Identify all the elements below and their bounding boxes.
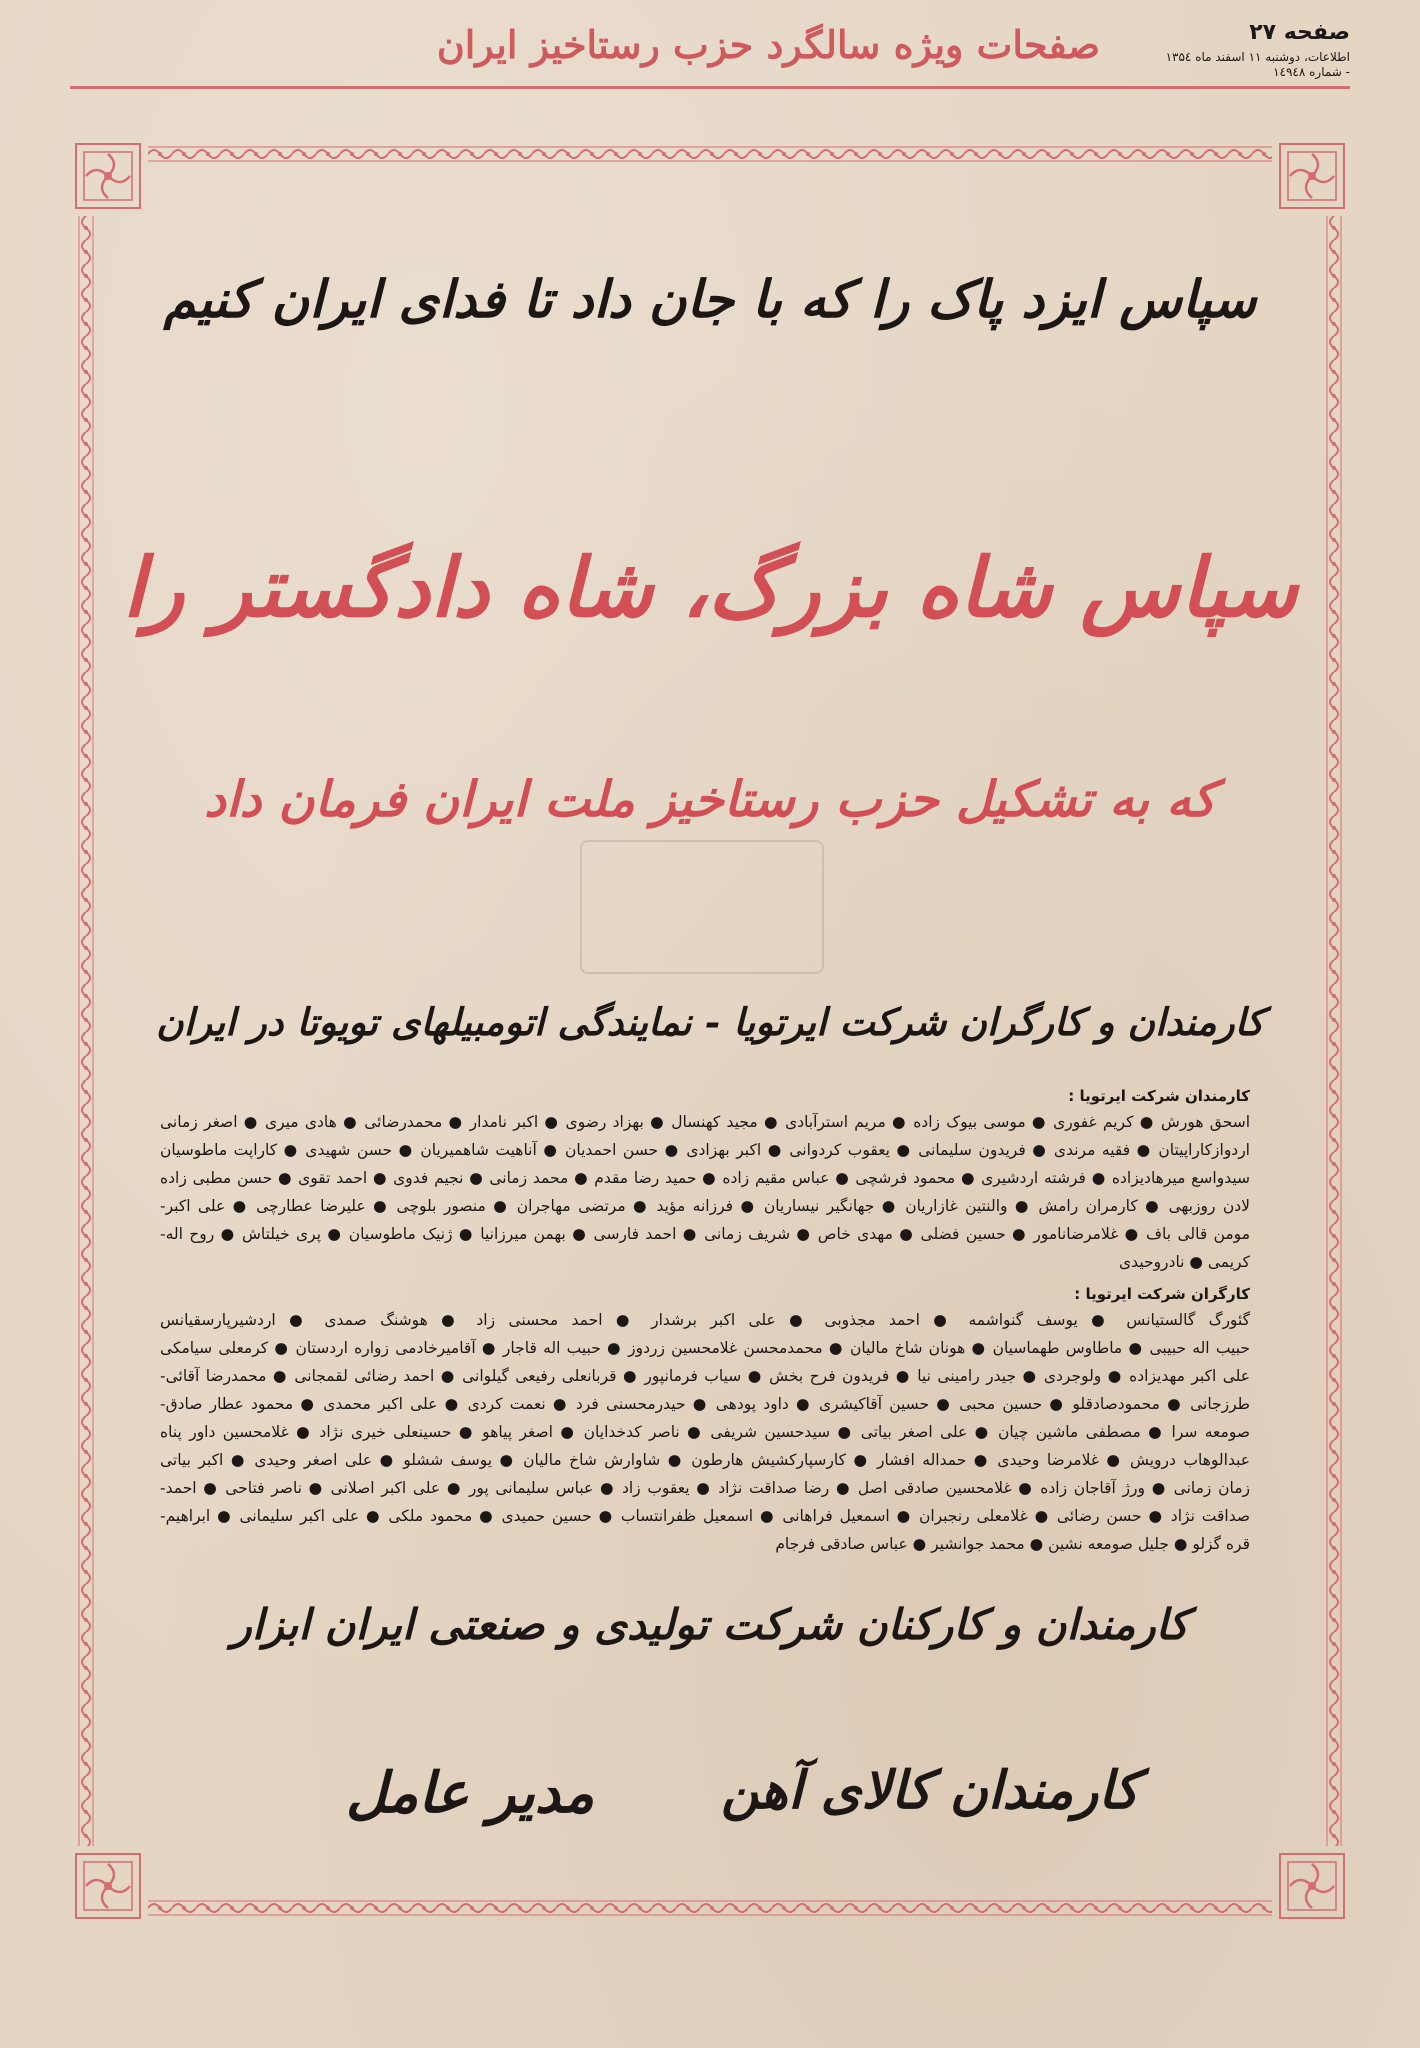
frame-border-bottom: [148, 1900, 1272, 1916]
list-item: قره گزلو ● جلیل صومعه نشین ● محمد جوانشیر ● عباس صادقی فرجام: [775, 1535, 1250, 1553]
page-header: [70, 14, 1350, 84]
frame-border-left: [78, 216, 94, 1846]
issue-info: اطلاعات، دوشنبه ۱۱ اسفند ماه ۱۳۵٤ - شماره ۱٤۹٤۸: [1165, 50, 1350, 79]
list-item: صومعه سرا ● مصطفی ماشین چیان ● علی اصغر بیاتی ● سیدحسین شریفی ● ناصر کدخدایان ● اصغر پیاهو ● حسینعلی خیری نژاد ● غلامحسین داور پناه: [160, 1423, 1250, 1441]
corner-ornament-icon: [68, 1846, 148, 1926]
footer-kalaye-ahan: کارمندان کالای آهن: [721, 1760, 1139, 1821]
header-divider: [70, 86, 1350, 89]
list-item: کریمی ● نادروحیدی: [1119, 1253, 1250, 1271]
list-item: زمان زمانی ● ورژ آقاجان زاده ● غلامحسین صادقی اصل ● رضا صداقت نژاد ● یعقوب زاد ● عباس سلیمانی پور ● علی اکبر اصلانی ● ناصر فتاحی ● احمد-: [160, 1479, 1250, 1497]
workers-section-label: کارگران شرکت ایرتویا :: [1074, 1285, 1250, 1303]
headline-thanks-god: سپاس ایزد پاک را که با جان داد تا فدای ایران کنیم: [163, 270, 1257, 330]
list-item: عبدالوهاب درویش ● غلامرضا وحیدی ● حمداله افشار ● کارسپارکشیش هارطون ● شاوارش شاخ مالیان ● یوسف ششلو ● علی اصغر وحیدی ● اکبر بیاتی: [160, 1451, 1250, 1469]
footer-managing-director: مدیر عامل: [345, 1760, 595, 1826]
show-through-stamp: [580, 840, 824, 974]
corner-ornament-icon: [1272, 136, 1352, 216]
list-item: طرزجانی ● محمودصادقلو ● حسین محبی ● حسین آقاکیشری ● داود پودهی ● حیدرمحسنی فرد ● نعمت کردی ● علی اکبر محمدی ● محمود عطار صادق-: [160, 1395, 1250, 1413]
list-item: لادن روزبهی ● کارمران رامش ● والنتین غازاریان ● جهانگیر نیساریان ● فرزانه مؤید ● مرتضی مهاجران ● منصور بلوچی ● علیرضا عطارچی ● علی اکبر-: [160, 1197, 1250, 1215]
frame-border-right: [1326, 216, 1342, 1846]
special-pages-title: صفحات ویژه سالگرد حزب رستاخیز ایران: [436, 22, 1100, 67]
frame-border-top: [148, 146, 1272, 162]
list-item: سیدواسع میرهادیزاده ● فرشته اردشیری ● محمود فرشچی ● عباس مقیم زاده ● حمید رضا مقدم ● محمد زمانی ● نجیم فدوی ● احمد تقوی ● حسن مطبی زاده: [160, 1169, 1250, 1187]
headline-thanks-shah: سپاس شاه بزرگ، شاه دادگستر را: [122, 540, 1298, 636]
corner-ornament-icon: [68, 136, 148, 216]
list-item: گئورگ گالستیانس ● یوسف گنواشمه ● احمد مجذوبی ● علی اکبر برشدار ● احمد محسنی زاد ● هوشنگ صمدی ● اردشیرپارسقیانس: [160, 1311, 1250, 1329]
list-item: علی اکبر مهدیزاده ● ولوجردی ● جیدر رامینی نیا ● فریدون فرح بخش ● سیاب فرمانپور ● قربانعلی رفیعی گیلوانی ● احمد رضائی لقمجانی ● محمدرضا آقائی-: [160, 1367, 1250, 1385]
list-item: حبیب اله حبیبی ● ماطاوس طهماسیان ● هونان شاخ مالیان ● محمدمحسن غلامحسین زردوز ● حبیب اله قاجار ● آقامیرخادمی زواره اردستان ● کرمعلی سیامکی: [160, 1339, 1250, 1357]
list-item: اردوازکاراپیتان ● فقیه مرندی ● فریدون سلیمانی ● یعقوب کردوانی ● اکبر بهزادی ● حسن احمدیان ● آناهیت شاهمیریان ● حسن شهیدی ● کاراپت ماطوسیان: [160, 1141, 1250, 1159]
list-item: اسحق هورش ● کریم غفوری ● موسی بیوک زاده ● مریم استرآبادی ● مجید کهنسال ● بهزاد رضوی ● اکبر نامدار ● محمدرضائی ● هادی میری ● اصغر زمانی: [160, 1113, 1250, 1131]
headline-party-decree: که به تشکیل حزب رستاخیز ملت ایران فرمان داد: [204, 770, 1216, 828]
list-item: مومن قالی باف ● غلامرضانامور ● حسین فضلی ● مهدی خاص ● شریف زمانی ● احمد فارسی ● بهمن میرزانیا ● ژنیک ماطوسیان ● پری خیلتاش ● روح اله-: [160, 1225, 1250, 1243]
list-item: صداقت نژاد ● حسن رضائی ● غلامعلی رنجبران ● اسمعیل فراهانی ● اسمعیل ظفرانتساب ● حسین حمیدی ● محمود ملکی ● علی اکبر سلیمانی ● ابراهیم-: [160, 1507, 1250, 1525]
staff-section-label: کارمندان شرکت ایرتویا :: [1068, 1087, 1250, 1105]
footer-iran-abzar: کارمندان و کارکنان شرکت تولیدی و صنعتی ایران ابزار: [231, 1600, 1189, 1649]
headline-company-name: کارمندان و کارگران شرکت ایرتویا - نمایندگی اتومبیلهای تویوتا در ایران: [156, 1000, 1264, 1044]
names-list: [160, 1082, 1250, 1558]
corner-ornament-icon: [1272, 1846, 1352, 1926]
page-number: صفحه ۲۷: [1249, 20, 1350, 45]
